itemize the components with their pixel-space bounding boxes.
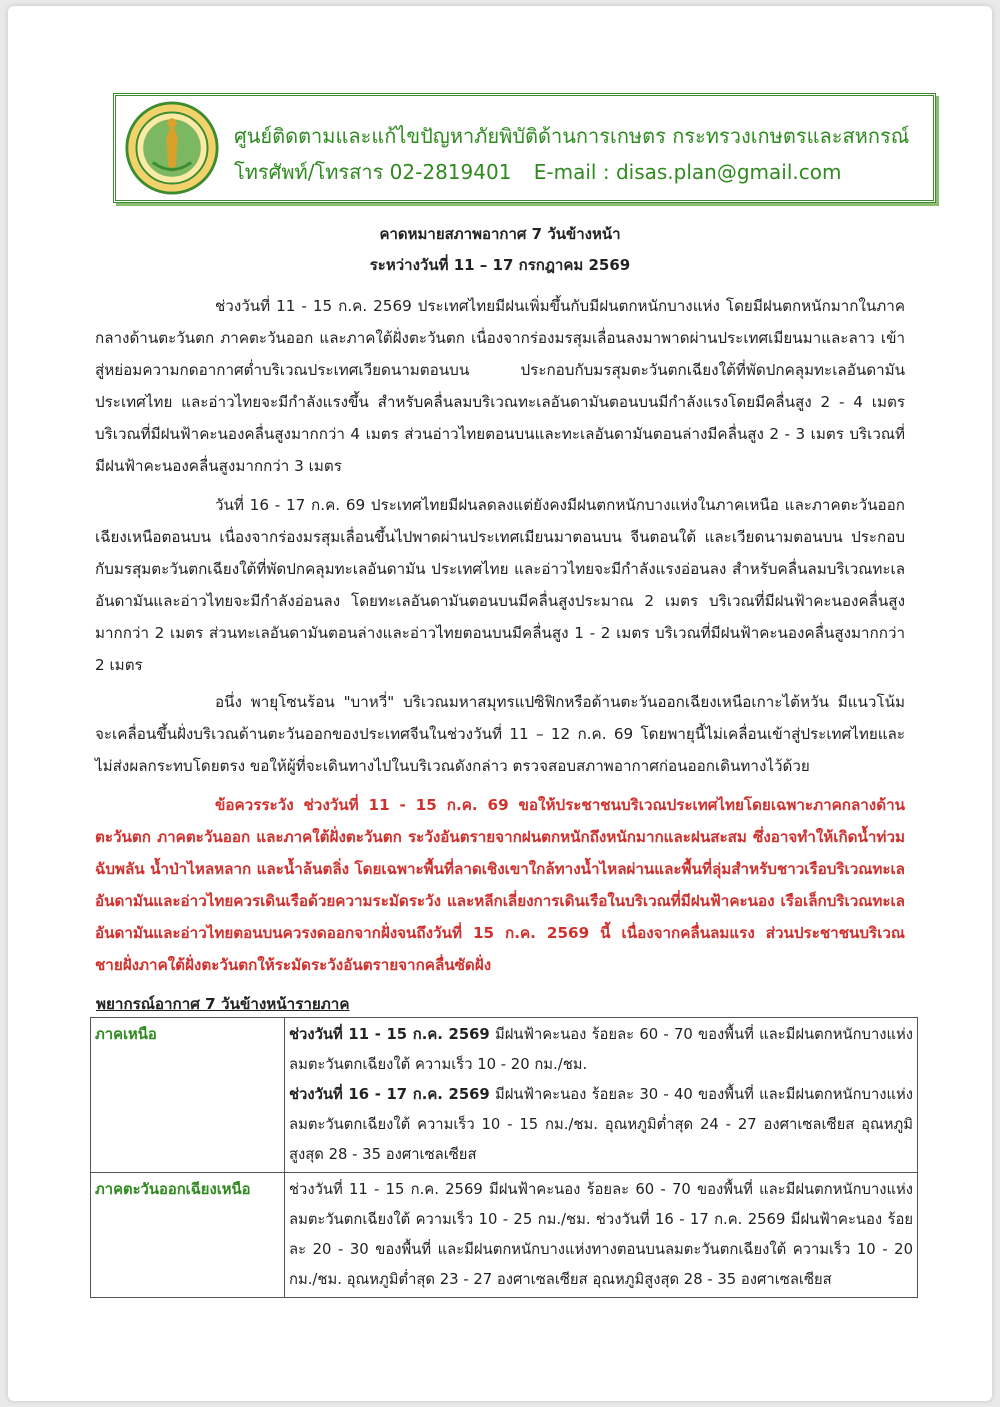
doc-subtitle-dates: ระหว่างวันที่ 11 – 17 กรกฎาคม 2569 (369, 256, 631, 274)
north-period2-label: ช่วงวันที่ 16 - 17 ก.ค. 2569 (289, 1086, 490, 1103)
regional-forecast-table (90, 1017, 918, 1298)
region-northeast-detail: ช่วงวันที่ 11 - 15 ก.ค. 2569 มีฝนฟ้าคะนอง ร้อยละ 60 - 70 ของพื้นที่ และมีฝนตกหนักบางแห่ง ลมตะวันตกเฉียงใต้ ความเร็ว 10 - 25 กม./ชม. ช่วงวันที่ 16 - 17 ก.ค. 2569 มีฝนฟ้าคะนอง ร้อยละ 20 - 30 ของพื้นที่ และมีฝนตกหนักบางแห่งทางตอนบนลมตะวันตกเฉียงใต้ ความเร็ว 10 - 20 กม./ชม. อุณหภูมิต่ำสุด 23 - 27 องศาเซลเซียส อุณหภูมิสูงสุด 28 - 35 องศาเซลเซียส (285, 1173, 918, 1298)
letterhead (113, 93, 936, 203)
paragraph-storm-note: อนึ่ง พายุโซนร้อน "บาหวี่" บริเวณมหาสมุทรแปซิฟิกหรือด้านตะวันออกเฉียงเหนือเกาะไต้หวัน มีแนวโน้มจะเคลื่อนขึ้นฝั่งบริเวณด้านตะวันออกของประเทศจีนในช่วงวันที่ 11 – 12 ก.ค. 69 โดยพายุนี้ไม่เคลื่อนเข้าสู่ประเทศไทยและไม่ส่งผลกระทบโดยตรง ขอให้ผู้ที่จะเดินทางไปในบริเวณดังกล่าว ตรวจสอบสภาพอากาศก่อนออกเดินทางไว้ด้วย (95, 693, 905, 775)
north-period1-label: ช่วงวันที่ 11 - 15 ก.ค. 2569 (289, 1026, 490, 1043)
table-row (91, 1018, 918, 1173)
phone-fax: โทรศัพท์/โทรสาร 02-2819401 (234, 160, 512, 184)
ministry-seal-icon (124, 100, 220, 196)
doc-title: คาดหมายสภาพอากาศ 7 วันข้างหน้า (379, 225, 621, 243)
email-address[interactable]: E-mail : disas.plan@gmail.com (533, 160, 842, 184)
north-period2-text: มีฝนฟ้าคะนอง ร้อยละ 30 - 40 ของพื้นที่ และมีฝนตกหนักบางแห่ง ลมตะวันตกเฉียงใต้ ความเร็ว 10 - 15 กม./ชม. อุณหภูมิต่ำสุด 24 - 27 องศาเซลเซียส อุณหภูมิสูงสุด 28 - 35 องศาเซลเซียส (289, 1086, 913, 1163)
region-north-name: ภาคเหนือ (91, 1018, 285, 1173)
contact-line (234, 156, 841, 188)
region-northeast-name: ภาคตะวันออกเฉียงเหนือ (91, 1173, 285, 1298)
organization-name: ศูนย์ติดตามและแก้ไขปัญหาภัยพิบัติด้านการเกษตร กระทรวงเกษตรและสหกรณ์ (234, 124, 910, 148)
table-row (91, 1173, 918, 1298)
paragraph-forecast-16-17: วันที่ 16 - 17 ก.ค. 69 ประเทศไทยมีฝนลดลงแต่ยังคงมีฝนตกหนักบางแห่งในภาคเหนือ และภาคตะวันออกเฉียงเหนือตอนบน เนื่องจากร่องมรสุมเลื่อนขึ้นไปพาดผ่านประเทศเมียนมาตอนบน จีนตอนใต้ และเวียดนามตอนบน ประกอบกับมรสุมตะวันตกเฉียงใต้ที่พัดปกคลุมทะเลอันดามัน ประเทศไทย และอ่าวไทยจะมีกำลังแรงอ่อนลง สำหรับคลื่นลมบริเวณทะเลอันดามันและอ่าวไทยจะมีกำลังอ่อนลง โดยทะเลอันดามันตอนบนมีคลื่นสูงประมาณ 2 เมตร บริเวณที่มีฝนฟ้าคะนองคลื่นสูงมากกว่า 2 เมตร ส่วนทะเลอันดามันตอนล่างและอ่าวไทยตอนบนมีคลื่นสูง 1 - 2 เมตร บริเวณที่มีฝนฟ้าคะนองคลื่นสูงมากกว่า 2 เมตร (95, 496, 905, 674)
regional-forecast-heading: พยากรณ์อากาศ 7 วันข้างหน้ารายภาค (96, 995, 350, 1013)
north-period1-text: มีฝนฟ้าคะนอง ร้อยละ 60 - 70 ของพื้นที่ และมีฝนตกหนักบางแห่ง ลมตะวันตกเฉียงใต้ ความเร็ว 10 - 20 กม./ชม. (289, 1026, 913, 1073)
region-north-detail (285, 1018, 918, 1173)
warning-paragraph: ข้อควรระวัง ช่วงวันที่ 11 - 15 ก.ค. 69 ขอให้ประชาชนบริเวณประเทศไทยโดยเฉพาะภาคกลางด้านตะวันตก ภาคตะวันออก และภาคใต้ฝั่งตะวันตก ระวังอันตรายจากฝนตกหนักถึงหนักมากและฝนสะสม ซึ่งอาจทำให้เกิดน้ำท่วมฉับพลัน น้ำป่าไหลหลาก และน้ำล้นตลิ่ง โดยเฉพาะพื้นที่ลาดเชิงเขาใกล้ทางน้ำไหลผ่านและพื้นที่ลุ่มสำหรับชาวเรือบริเวณทะเลอันดามันและอ่าวไทยควรเดินเรือด้วยความระมัดระวัง และหลีกเลี่ยงการเดินเรือในบริเวณที่มีฝนฟ้าคะนอง เรือเล็กบริเวณทะเลอันดามันและอ่าวไทยตอนบนควรงดออกจากฝั่งจนถึงวันที่ 15 ก.ค. 2569 นี้ เนื่องจากคลื่นลมแรง ส่วนประชาชนบริเวณชายฝั่งภาคใต้ฝั่งตะวันตกให้ระมัดระวังอันตรายจากคลื่นซัดฝั่ง (95, 796, 905, 974)
paragraph-forecast-11-15: ช่วงวันที่ 11 - 15 ก.ค. 2569 ประเทศไทยมีฝนเพิ่มขึ้นกับมีฝนตกหนักบางแห่ง โดยมีฝนตกหนักมากในภาคกลางด้านตะวันตก ภาคตะวันออก และภาคใต้ฝั่งตะวันตก เนื่องจากร่องมรสุมเลื่อนลงมาพาดผ่านประเทศเมียนมาและลาว เข้าสู่หย่อมความกดอากาศต่ำบริเวณประเทศเวียดนามตอนบน ประกอบกับมรสุมตะวันตกเฉียงใต้ที่พัดปกคลุมทะเลอันดามัน ประเทศไทย และอ่าวไทยจะมีกำลังแรงขึ้น สำหรับคลื่นลมบริเวณทะเลอันดามันตอนบนมีกำลังแรงโดยมีคลื่นสูง 2 - 4 เมตร บริเวณที่มีฝนฟ้าคะนองคลื่นสูงมากกว่า 4 เมตร ส่วนอ่าวไทยตอนบนและทะเลอันดามันตอนล่างมีคลื่นสูง 2 - 3 เมตร บริเวณที่มีฝนฟ้าคะนองคลื่นสูงมากกว่า 3 เมตร (95, 297, 905, 475)
